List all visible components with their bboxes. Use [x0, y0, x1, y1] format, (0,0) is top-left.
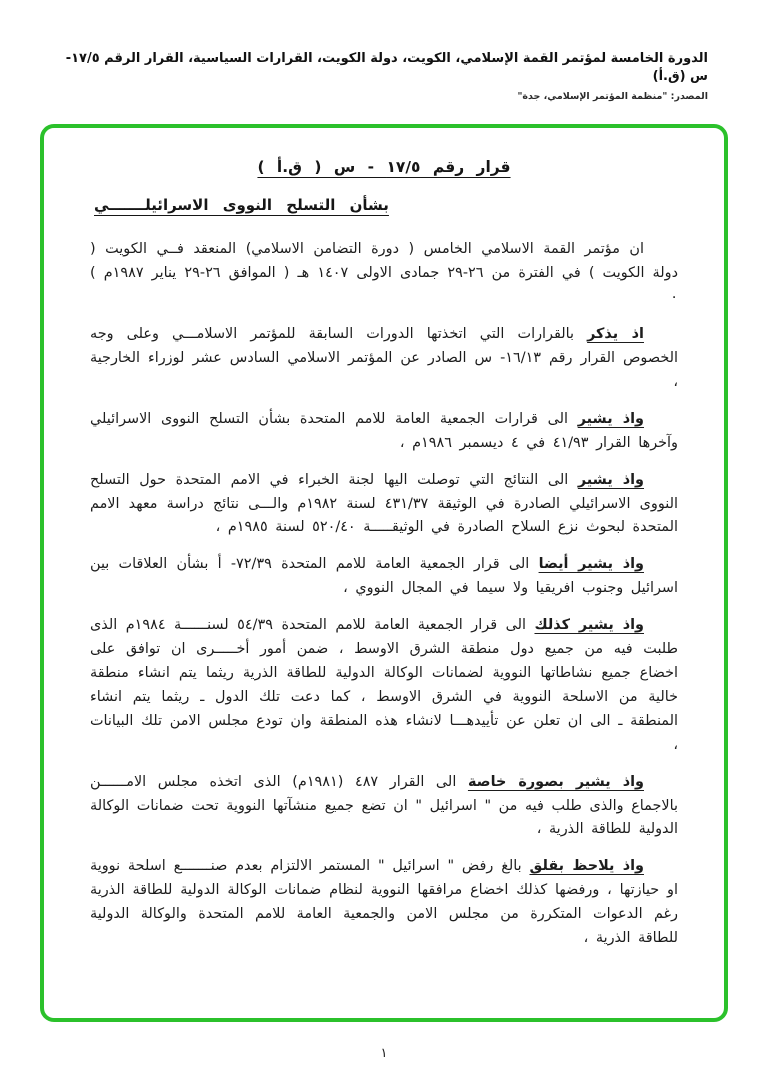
- paragraph-text: الى القرار ٤٨٧ (١٩٨١م) الذى اتخذه مجلس الامــــــن بالاجماع والذى طلب فيه من " اسرائيل " ان تضع جميع منشآتها النووية تحت ضمانات الوكالة الدولية للطاقة الذرية ،: [90, 773, 678, 838]
- resolution-paragraph: [90, 469, 678, 541]
- paragraph-text: الى قرار الجمعية العامة للامم المتحدة ٥٤/٣٩ لسنــــــة ١٩٨٤م الذى طلبت فيه من جميع دول منطقة الشرق الاوسط ، ضمن أمور أخـــــرى ان توافق على اخضاع جميع نشاطاتها النووية لضمانات الوكالة الدولية للطاقة الذرية ريثما يتم انشاء منطقة خالية من الاسلحة النووية في الشرق الاوسط ، كما دعت تلك الدول ـ ريثما يتم انشاء المنطقة ـ الى ان تعلن عن تأييدهـــا لانشاء هذه المنطقة وان تودع مجلس الامن تلك البيانات ،: [90, 617, 678, 753]
- paragraph-lead: واذ يشير كذلك: [534, 617, 644, 634]
- resolution-paragraph: [90, 614, 678, 757]
- resolution-paragraph: [90, 323, 678, 395]
- resolution-paragraph: [90, 855, 678, 951]
- header-source: المصدر: "منظمة المؤتمر الإسلامي، جدة": [517, 91, 708, 103]
- resolution-subject: بشأن التسلح النووى الاسرائيلـــــــي: [94, 196, 389, 215]
- document-content: [90, 158, 678, 951]
- resolution-title: قرار رقم ١٧/٥ - س ( ق.أ ): [257, 158, 511, 177]
- paragraph-lead: واذ يلاحظ بقلق: [529, 858, 644, 875]
- resolution-paragraph: [90, 238, 678, 310]
- paragraph-text: ان مؤتمر القمة الاسلامي الخامس ( دورة التضامن الاسلامي) المنعقد فــي الكويت ( دولة الكويت ) في الفترة من ٢٦-٢٩ جمادى الاولى ١٤٠٧ هـ ( الموافق ٢٦-٢٩ يناير ١٩٨٧م ) ٠: [90, 241, 679, 306]
- document-header: [0, 0, 768, 102]
- green-border-frame: [40, 124, 728, 1022]
- resolution-paragraph: [90, 553, 678, 601]
- paragraph-lead: واذ يشير أيضا: [538, 556, 644, 573]
- paragraph-text: بالقرارات التي اتخذتها الدورات السابقة للمؤتمر الاسلامـــي وعلى وجه الخصوص القرار رقم ١٦/١٣- س الصادر عن المؤتمر الاسلامي السادس عشر لوزراء الخارجية ،: [90, 326, 678, 390]
- resolution-paragraph: [90, 771, 678, 843]
- paragraph-text: الى قرار الجمعية العامة للامم المتحدة ٧٢/٣٩- أ بشأن العلاقات بين اسرائيل وجنوب افريقيا ولا سيما في المجال النووي ،: [90, 556, 678, 597]
- header-title: الدورة الخامسة لمؤتمر القمة الإسلامي، الكويت، دولة الكويت، القرارات السياسية، القرار الرقم ١٧/٥-س (ق.أ): [65, 51, 708, 85]
- paragraph-text: الى النتائج التي توصلت اليها لجنة الخبراء في الامم المتحدة حول التسلح النووى الاسرائيلي الصادرة في الوثيقة ٤٣١/٣٧ لسنة ١٩٨٢م والـــى نتائج دراسة معهد الامم المتحدة لبحوث نزع السلاح الصادرة في الوثيقـــــة ٥٢٠/٤٠ لسنة ١٩٨٥م ،: [90, 471, 678, 536]
- paragraph-lead: واذ يشير بصورة خاصة: [467, 773, 644, 790]
- paragraph-lead: اذ يذكر: [587, 326, 644, 343]
- page-number: ١: [380, 1046, 388, 1061]
- paragraph-text: الى قرارات الجمعية العامة للامم المتحدة بشأن التسلح النووى الاسرائيلي وآخرها القرار ٤١/٩٣ في ٤ ديسمبر ١٩٨٦م ،: [90, 410, 678, 451]
- resolution-paragraph: [90, 408, 678, 456]
- paragraph-lead: واذ يشير: [577, 471, 645, 488]
- paragraph-lead: واذ يشير: [577, 410, 645, 427]
- paragraph-text: بالغ رفض " اسرائيل " المستمر الالتزام بعدم صنـــــــع اسلحة نووية او حيازتها ، ورفضها كذلك اخضاع مرافقها النووية لنظام ضمانات الوكالة الدولية للطاقة الذرية رغم الدعوات المتكررة من مجلس الامن والجمعية العامة للامم المتحدة والوكالة الدولية للطاقة الذرية ،: [90, 858, 678, 947]
